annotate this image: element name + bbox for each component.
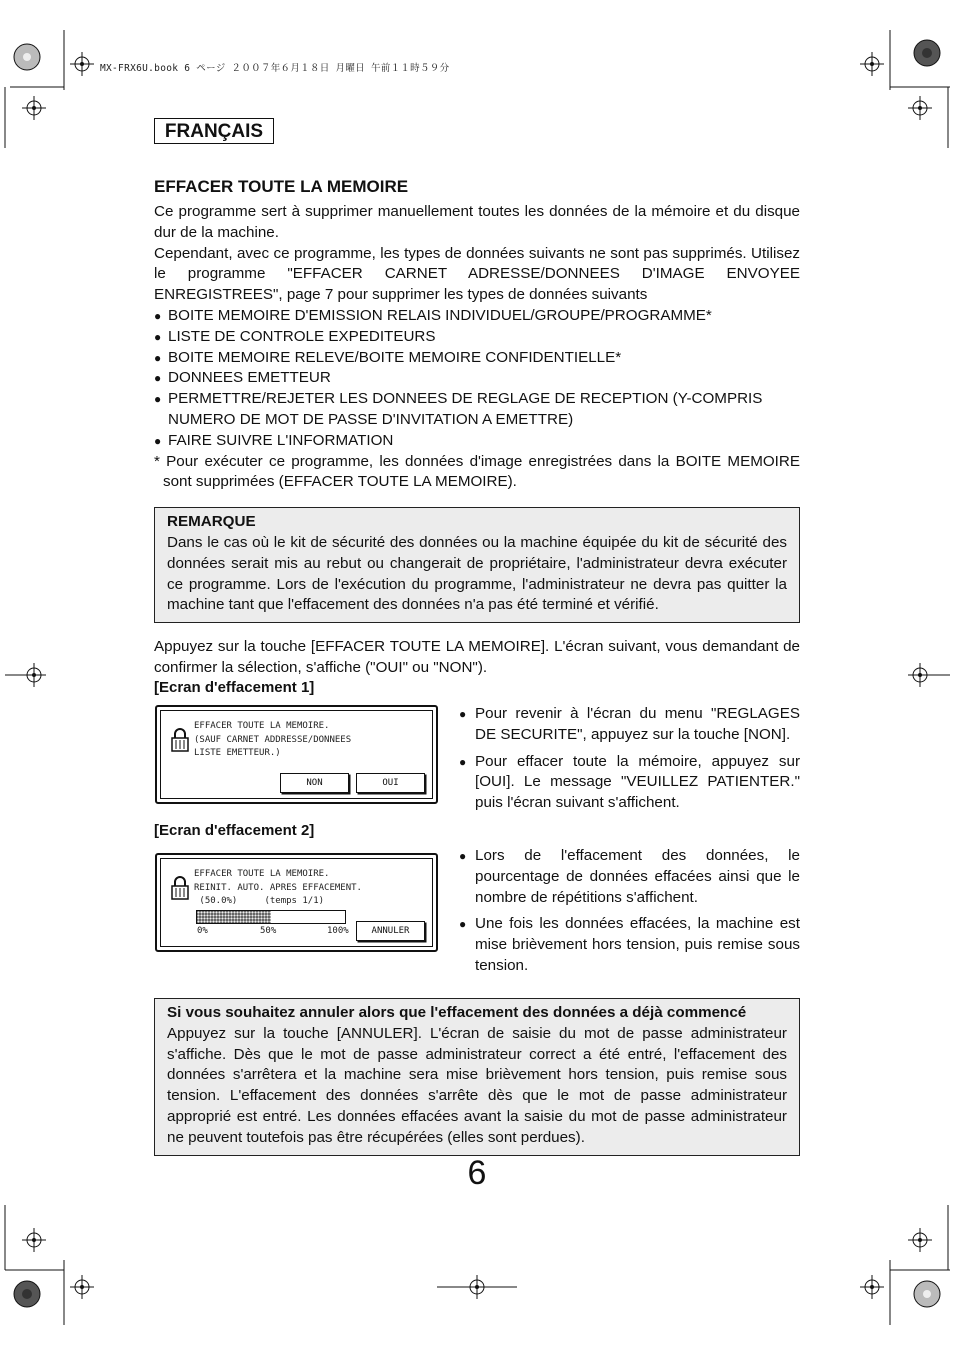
list-item: ● LISTE DE CONTROLE EXPEDITEURS [154,327,800,348]
page-number: 6 [467,1154,487,1192]
language-label: FRANÇAIS [154,118,274,144]
no-button[interactable]: NON [280,773,349,793]
data-types-list [154,306,800,452]
list-item: ● DONNEES EMETTEUR [154,368,800,389]
cancel-info-box [154,998,800,1156]
intro-paragraph-1: Ce programme sert à supprimer manuellement toutes les données de la mémoire et du disque dur de la machine. [154,203,800,241]
cancel-info-text: Appuyez sur la touche [ANNULER]. L'écran de saisie du mot de passe administrateur s'affiche. Dès que le mot de passe administrateur correct a été entré, l'effacement des données s'arrêtera et la machine sera mise brièvement hors tension, puis remise sous tension. L'effacement des données s'arrête dès que le mot de passe administrateur approprié est entré. Les données effacées avant la saisie du mot de passe administrateur ne peuvent toutefois pas être récupérées (elles sont perdues). [167,1024,787,1146]
screen1-label: [Ecran d'effacement 1] [154,679,315,696]
cancel-button[interactable]: ANNULER [356,921,425,941]
screen2-label: [Ecran d'effacement 2] [154,822,315,839]
screen2-message: EFFACER TOUTE LA MEMOIRE. REINIT. AUTO. APRES EFFACEMENT. (50.0%) (temps 1/1) [194,869,362,906]
instruction-text: Appuyez sur la touche [EFFACER TOUTE LA MEMOIRE]. L'écran suivant, vous demandant de confirmer la sélection, s'affiche ("OUI" ou "NON"). [154,638,800,676]
lock-icon [170,728,190,752]
yes-button[interactable]: OUI [356,773,425,793]
list-item: ● BOITE MEMOIRE RELEVE/BOITE MEMOIRE CONFIDENTIELLE* [154,348,800,369]
list-item: ● Pour effacer toute la mémoire, appuyez sur [OUI]. Le message "VEUILLEZ PATIENTER." puis l'écran suivant s'affichent. [459,752,800,814]
list-item: ● Une fois les données effacées, la machine est mise brièvement hors tension, puis remise sous tension. [459,914,800,976]
print-header: MX-FRX6U.book 6 ページ ２００７年６月１８日 月曜日 午前１１時５９分 [100,63,450,74]
list-item: ● BOITE MEMOIRE D'EMISSION RELAIS INDIVIDUEL/GROUPE/PROGRAMME* [154,306,800,327]
screen1-panel [155,705,438,804]
cancel-info-title: Si vous souhaitez annuler alors que l'effacement des données a déjà commencé [167,1004,747,1021]
remarque-box [154,507,800,623]
section-title: EFFACER TOUTE LA MEMOIRE [154,177,409,196]
list-item: ● PERMETTRE/REJETER LES DONNEES DE REGLAGE DE RECEPTION (Y-COMPRIS NUMERO DE MOT DE PASSE D'INVITATION A EMETTRE) [154,389,800,431]
screen1-message: EFFACER TOUTE LA MEMOIRE. (SAUF CARNET ADDRESSE/DONNEES LISTE EMETTEUR.) [194,721,352,758]
list-item: ● FAIRE SUIVRE L'INFORMATION [154,431,800,452]
list-item: ● Pour revenir à l'écran du menu "REGLAGES DE SECURITE", appuyez sur la touche [NON]. [459,704,800,746]
list-item: ● Lors de l'effacement des données, le pourcentage de données effacées ainsi que le nombre de répétitions s'affichent. [459,846,800,908]
progress-fill [197,911,271,923]
screen2-notes [459,846,800,983]
lock-icon [170,876,190,900]
progress-scale-0: 0% [197,926,208,936]
main-content [154,176,800,679]
screen1-notes [459,704,800,820]
progress-scale-100: 100% [327,926,349,936]
remarque-text: Dans le cas où le kit de sécurité des données ou la machine équipée du kit de sécurité des données serait mis au rebut ou changerait de propriétaire, l'administrateur devra exécuter ce programme. Lors de l'exécution du programme, l'administrateur ne devra pas quitter la machine tant que l'effacement des données n'a pas été terminé et vérifié. [167,533,787,614]
intro-paragraph-2: Cependant, avec ce programme, les types de données suivants ne sont pas supprimés. Utilisez le programme "EFFACER CARNET ADRESSE/DONNEES D'IMAGE ENVOYEE ENREGISTREES", page 7 pour supprimer les types de données suivants [154,244,800,304]
remarque-title: REMARQUE [167,513,256,531]
progress-scale-50: 50% [260,926,277,936]
footnote: * Pour exécuter ce programme, les données d'image enregistrées dans la BOITE MEMOIRE sont supprimées (EFFACER TOUTE LA MEMOIRE). [154,452,800,491]
screen2-panel [155,853,438,952]
erase-progress-bar [196,910,346,924]
